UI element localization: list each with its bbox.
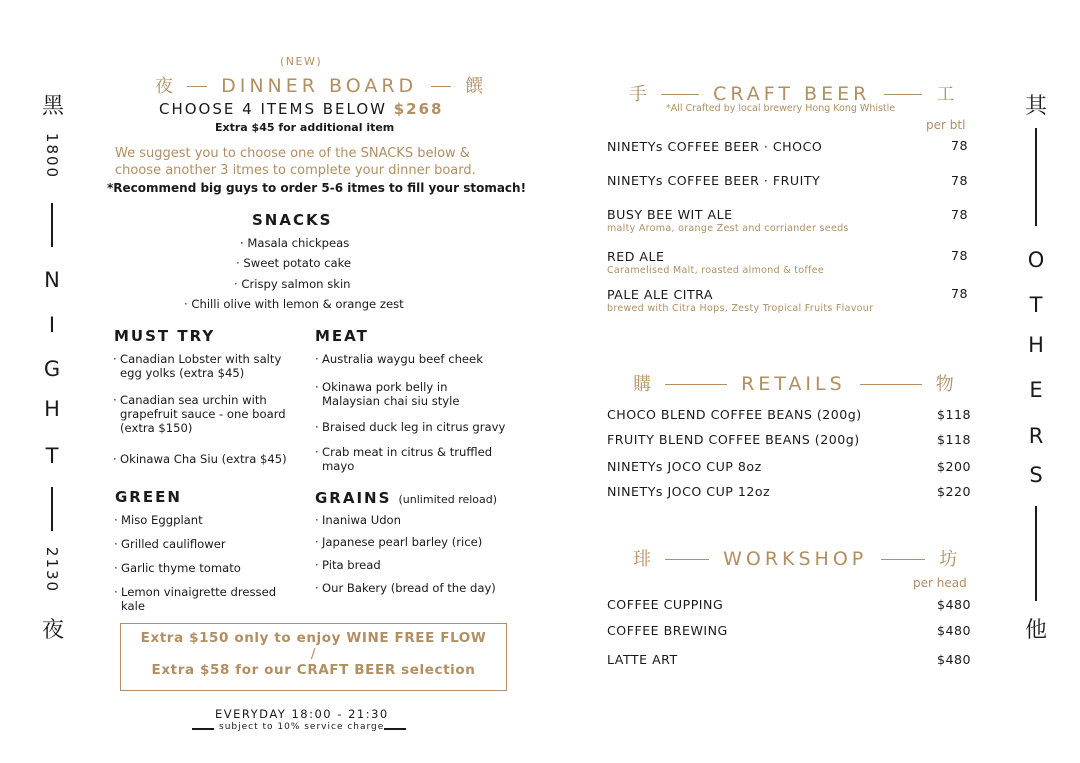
green-title: GREEN	[115, 488, 182, 506]
dinner-board-title	[155, 72, 483, 98]
letter-s: S	[1029, 463, 1043, 487]
end-time	[35, 544, 69, 596]
meat-item: · Braised duck leg in citrus gravy	[315, 420, 506, 434]
grains-heading	[315, 488, 497, 507]
snacks-title: SNACKS	[252, 211, 333, 229]
workshop-unit: per head	[913, 576, 967, 590]
dinner-cn-right: 饌	[465, 76, 484, 97]
letter-t2: T	[1029, 293, 1043, 317]
letter-g: G	[43, 357, 61, 381]
beer-cn-left: 手	[629, 84, 647, 105]
board-price: $268	[393, 100, 444, 118]
workshop-title	[633, 545, 957, 571]
snack-item: · Sweet potato cake	[236, 256, 352, 270]
start-time-text: 1800	[43, 132, 61, 180]
suggest-line-2: choose another 3 itmes to complete your dinner board.	[115, 163, 476, 178]
snack-item: · Masala chickpeas	[240, 236, 350, 250]
left-divider-bottom	[51, 487, 53, 531]
letter-h2: H	[1028, 333, 1044, 357]
left-divider-top	[51, 203, 53, 247]
promo-line-2: Extra $58 for our CRAFT BEER selection	[151, 662, 476, 678]
right-divider-bottom	[1035, 506, 1037, 601]
green-item: · Garlic thyme tomato	[114, 561, 241, 575]
must-try-item: · Canadian Lobster with salty egg yolks (extra $45)	[113, 352, 282, 380]
service-charge-note: subject to 10% service charge	[219, 722, 385, 732]
grains-item: · Japanese pearl barley (rice)	[315, 535, 483, 549]
right-top-char: 其	[1024, 94, 1047, 119]
start-time	[35, 130, 69, 182]
workshop-cn-right: 坊	[939, 549, 958, 570]
retails-cn-left: 購	[633, 374, 651, 395]
dinner-title-text: DINNER BOARD	[221, 75, 418, 97]
letter-i: I	[48, 313, 56, 337]
snack-item: · Crispy salmon skin	[234, 277, 351, 291]
right-bottom-char: 他	[1024, 618, 1047, 643]
craft-beer-title-text: CRAFT BEER	[713, 83, 871, 105]
right-divider-top	[1035, 128, 1037, 226]
meat-item: · Crab meat in citrus & truffled mayo	[315, 445, 493, 473]
craft-beer-subtitle: *All Crafted by local brewery Hong Kong Whistle	[666, 103, 896, 114]
must-try-title: MUST TRY	[114, 327, 216, 345]
meat-item: · Australia waygu beef cheek	[315, 352, 483, 366]
recommend-note: *Recommend big guys to order 5-6 itmes to fill your stomach!	[107, 181, 527, 195]
suggest-line-1: We suggest you to choose one of the SNACKS below &	[115, 146, 470, 161]
opening-hours: EVERYDAY 18:00 - 21:30	[215, 707, 389, 721]
grains-item: · Inaniwa Udon	[315, 513, 401, 527]
extra-item-note: Extra $45 for additional item	[215, 121, 395, 134]
meat-item: · Okinawa pork belly in Malaysian chai siu style	[315, 380, 460, 408]
promo-line-1: Extra $150 only to enjoy WINE FREE FLOW	[140, 630, 487, 646]
green-item: · Lemon vinaigrette dressed kale	[114, 585, 277, 613]
letter-o: O	[1027, 248, 1045, 272]
choose-line	[159, 100, 444, 118]
dinner-cn-left: 夜	[155, 76, 173, 97]
left-top-char: 黑	[41, 94, 64, 119]
beer-cn-right: 工	[936, 84, 955, 105]
grains-item: · Our Bakery (bread of the day)	[315, 581, 496, 595]
left-bottom-char: 夜	[41, 618, 64, 643]
footer-rule-right	[384, 728, 406, 730]
grains-item: · Pita bread	[315, 558, 381, 572]
promo-separator: /	[310, 646, 317, 662]
footer-rule-left	[192, 728, 214, 730]
must-try-item: · Okinawa Cha Siu (extra $45)	[113, 452, 287, 466]
meat-title: MEAT	[315, 327, 369, 345]
workshop-cn-left: 琲	[633, 549, 651, 570]
grains-title: GRAINS	[315, 489, 392, 507]
retails-cn-right: 物	[935, 374, 954, 395]
must-try-item: · Canadian sea urchin with grapefruit sauce - one board (extra $150)	[113, 393, 286, 435]
green-item: · Miso Eggplant	[114, 513, 203, 527]
letter-e: E	[1029, 378, 1043, 402]
grains-note: (unlimited reload)	[398, 493, 498, 506]
snack-item: · Chilli olive with lemon & orange zest	[184, 297, 404, 311]
workshop-title-text: WORKSHOP	[723, 548, 868, 570]
letter-h: H	[44, 397, 60, 421]
letter-n: N	[44, 268, 60, 292]
letter-t: T	[45, 444, 59, 468]
retails-title-text: RETAILS	[741, 373, 846, 395]
green-item: · Grilled cauliflower	[114, 537, 226, 551]
promo-box	[120, 623, 507, 691]
letter-r: R	[1028, 424, 1044, 448]
choose-text: CHOOSE 4 ITEMS BELOW	[159, 100, 387, 118]
end-time-text: 2130	[43, 546, 61, 594]
new-tag: (NEW)	[280, 55, 323, 68]
retails-title	[633, 370, 954, 396]
beer-unit: per btl	[926, 118, 966, 132]
